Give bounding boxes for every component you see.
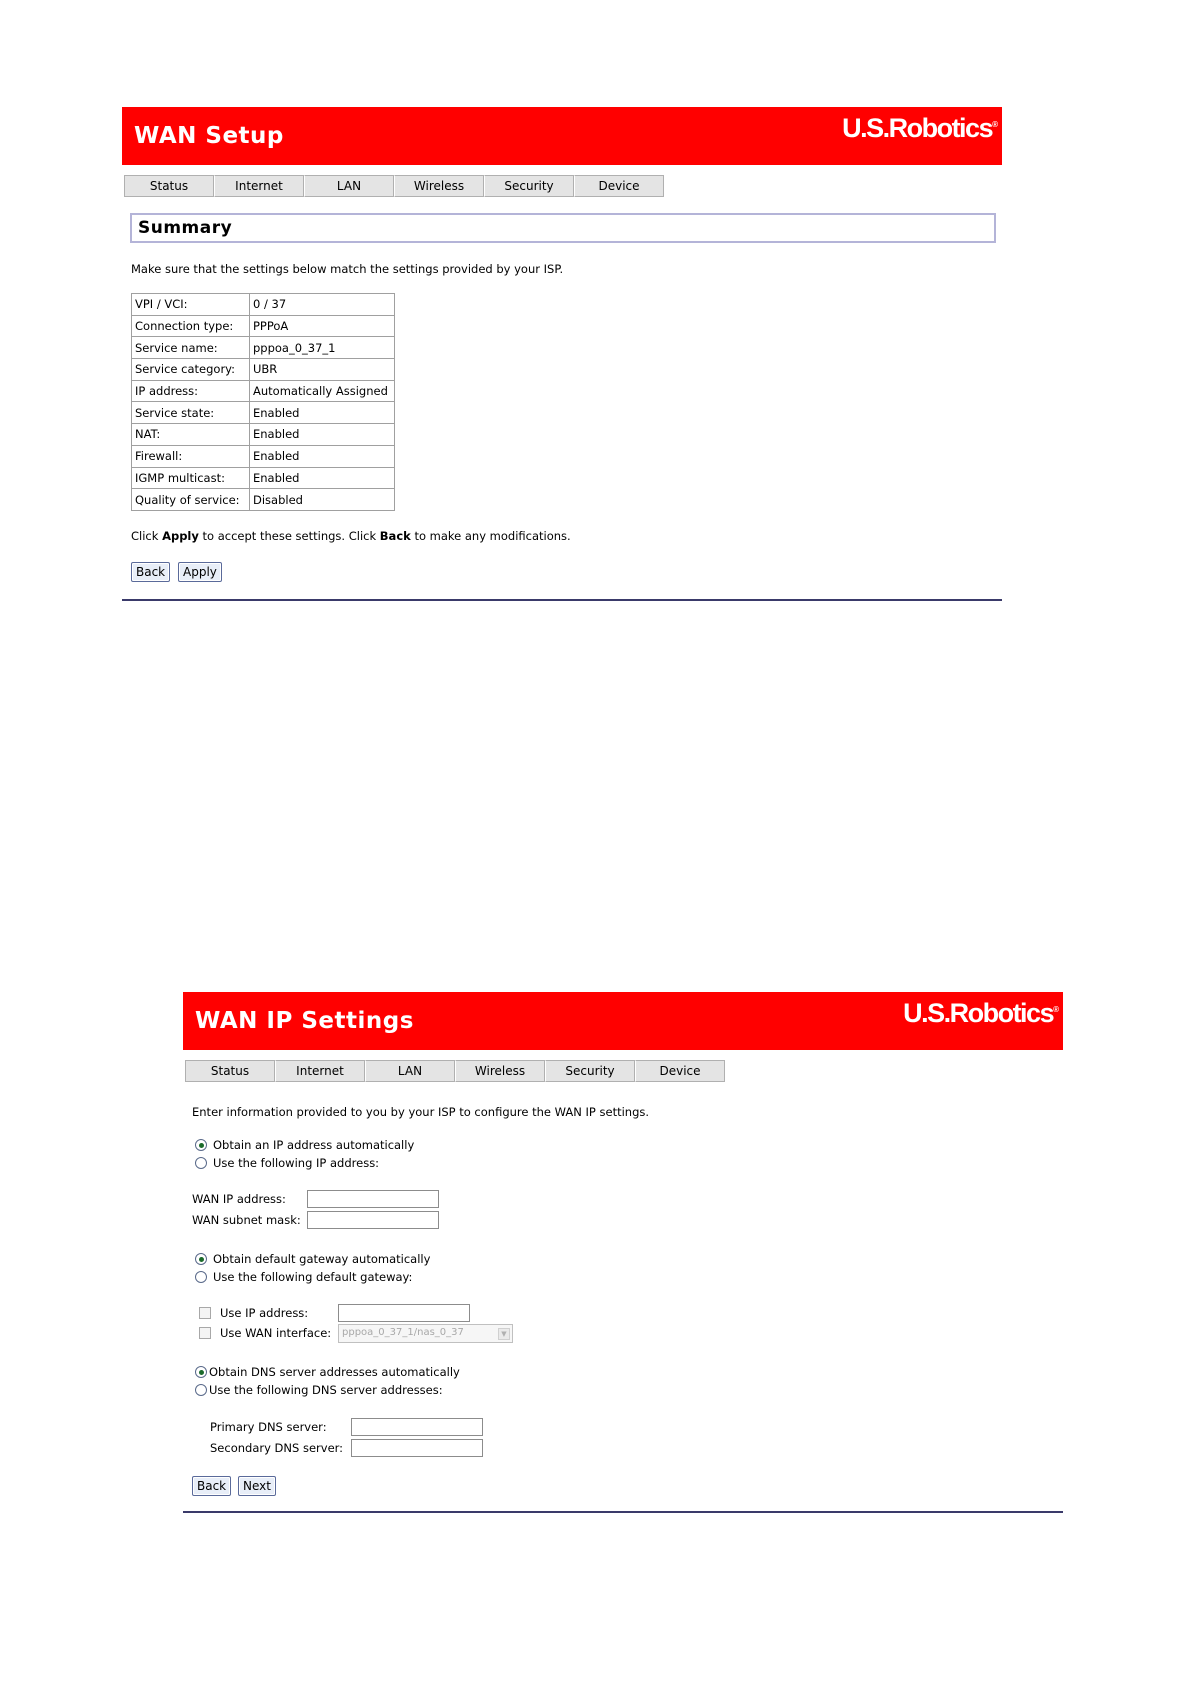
use-wan-option[interactable] — [199, 1326, 331, 1340]
ip-auto-radio[interactable] — [195, 1139, 207, 1151]
ip-manual-label: Use the following IP address: — [213, 1156, 380, 1170]
brand-logo — [903, 998, 1059, 1029]
table-row — [132, 359, 395, 381]
gateway-manual-option[interactable] — [195, 1270, 412, 1284]
use-ip-option[interactable] — [199, 1306, 308, 1320]
row-value: pppoa_0_37_1 — [250, 337, 395, 359]
row-value: Enabled — [250, 424, 395, 446]
row-label: Service category: — [132, 359, 250, 381]
tab-device[interactable]: Device — [574, 175, 664, 197]
note-suffix: to make any modifications. — [410, 529, 571, 543]
dns-manual-label: Use the following DNS server addresses: — [209, 1383, 443, 1397]
note-back: Back — [379, 529, 411, 543]
table-row — [132, 489, 395, 511]
use-wan-label: Use WAN interface: — [220, 1326, 332, 1340]
tab-lan[interactable]: LAN — [365, 1060, 455, 1082]
table-row — [132, 445, 395, 467]
wan-subnet-label: WAN subnet mask: — [192, 1213, 301, 1227]
note-apply: Apply — [162, 529, 199, 543]
ip-auto-option[interactable] — [195, 1138, 414, 1152]
row-value: Automatically Assigned — [250, 380, 395, 402]
dns-auto-label: Obtain DNS server addresses automatically — [209, 1365, 460, 1379]
row-label: IGMP multicast: — [132, 467, 250, 489]
ip-manual-option[interactable] — [195, 1156, 379, 1170]
secondary-dns-label: Secondary DNS server: — [210, 1441, 344, 1455]
wan-setup-panel — [122, 107, 1002, 601]
row-label: Connection type: — [132, 315, 250, 337]
row-label: IP address: — [132, 380, 250, 402]
table-row — [132, 467, 395, 489]
tab-device[interactable]: Device — [635, 1060, 725, 1082]
row-label: VPI / VCI: — [132, 294, 250, 316]
tab-wireless[interactable]: Wireless — [455, 1060, 545, 1082]
header-banner — [183, 992, 1063, 1050]
logo-text: U.S.Robotics — [903, 998, 1054, 1028]
tab-status[interactable]: Status — [185, 1060, 275, 1082]
dns-manual-option[interactable] — [195, 1383, 443, 1397]
header-banner — [122, 107, 1002, 165]
wan-subnet-input[interactable] — [307, 1211, 439, 1229]
nav-tabs — [185, 1060, 1063, 1082]
row-value: PPPoA — [250, 315, 395, 337]
tab-wireless[interactable]: Wireless — [394, 175, 484, 197]
back-button[interactable]: Back — [131, 562, 170, 582]
tab-internet[interactable]: Internet — [214, 175, 304, 197]
registered-mark: ® — [1053, 1005, 1059, 1014]
wan-ip-label: WAN IP address: — [192, 1192, 286, 1206]
radio-selected-dot — [199, 1257, 204, 1262]
instructions-text — [131, 529, 571, 543]
row-value: Enabled — [250, 402, 395, 424]
secondary-dns-input[interactable] — [351, 1439, 483, 1457]
registered-mark: ® — [992, 120, 998, 129]
primary-dns-input[interactable] — [351, 1418, 483, 1436]
table-row — [132, 402, 395, 424]
intro-text: Enter information provided to you by your ISP to configure the WAN IP settings. — [192, 1105, 650, 1119]
tab-security[interactable]: Security — [484, 175, 574, 197]
table-row — [132, 424, 395, 446]
ip-auto-label: Obtain an IP address automatically — [213, 1138, 415, 1152]
apply-button[interactable]: Apply — [178, 562, 222, 582]
gateway-manual-label: Use the following default gateway: — [213, 1270, 413, 1284]
intro-text: Make sure that the settings below match the settings provided by your ISP. — [131, 262, 564, 276]
dns-auto-radio[interactable] — [195, 1366, 207, 1378]
gateway-auto-label: Obtain default gateway automatically — [213, 1252, 431, 1266]
radio-selected-dot — [199, 1143, 204, 1148]
wan-ip-input[interactable] — [307, 1190, 439, 1208]
next-button[interactable]: Next — [238, 1476, 276, 1496]
gateway-manual-radio[interactable] — [195, 1271, 207, 1283]
table-row — [132, 380, 395, 402]
brand-logo — [842, 113, 998, 144]
chevron-down-icon: ▼ — [498, 1328, 510, 1340]
row-label: Service state: — [132, 402, 250, 424]
page-title: WAN Setup — [134, 123, 284, 149]
logo-text: U.S.Robotics — [842, 113, 993, 143]
row-label: NAT: — [132, 424, 250, 446]
ip-manual-radio[interactable] — [195, 1157, 207, 1169]
row-value: UBR — [250, 359, 395, 381]
tab-lan[interactable]: LAN — [304, 175, 394, 197]
row-label: Service name: — [132, 337, 250, 359]
primary-dns-label: Primary DNS server: — [210, 1420, 327, 1434]
table-row — [132, 337, 395, 359]
row-value: Enabled — [250, 467, 395, 489]
dns-manual-radio[interactable] — [195, 1384, 207, 1396]
wan-ip-settings-panel — [183, 992, 1063, 1513]
dns-auto-option[interactable] — [195, 1365, 460, 1379]
use-ip-input[interactable] — [338, 1304, 470, 1322]
row-value: Enabled — [250, 445, 395, 467]
row-value: Disabled — [250, 489, 395, 511]
radio-selected-dot — [199, 1370, 204, 1375]
nav-tabs — [124, 175, 1002, 197]
row-value: 0 / 37 — [250, 294, 395, 316]
page-title: WAN IP Settings — [195, 1008, 414, 1034]
table-row — [132, 315, 395, 337]
wan-interface-value: pppoa_0_37_1/nas_0_37 — [342, 1327, 464, 1338]
use-ip-label: Use IP address: — [220, 1306, 309, 1320]
note-prefix: Click — [131, 529, 163, 543]
back-button[interactable]: Back — [192, 1476, 231, 1496]
wan-interface-select[interactable] — [338, 1324, 513, 1343]
table-row — [132, 294, 395, 316]
note-middle: to accept these settings. Click — [198, 529, 380, 543]
row-label: Quality of service: — [132, 489, 250, 511]
section-title: Summary — [130, 213, 996, 243]
gateway-auto-option[interactable] — [195, 1252, 430, 1266]
tab-internet[interactable]: Internet — [275, 1060, 365, 1082]
tab-status[interactable]: Status — [124, 175, 214, 197]
summary-table — [131, 293, 395, 511]
row-label: Firewall: — [132, 445, 250, 467]
use-wan-checkbox[interactable] — [199, 1327, 211, 1339]
use-ip-checkbox[interactable] — [199, 1307, 211, 1319]
tab-security[interactable]: Security — [545, 1060, 635, 1082]
gateway-auto-radio[interactable] — [195, 1253, 207, 1265]
